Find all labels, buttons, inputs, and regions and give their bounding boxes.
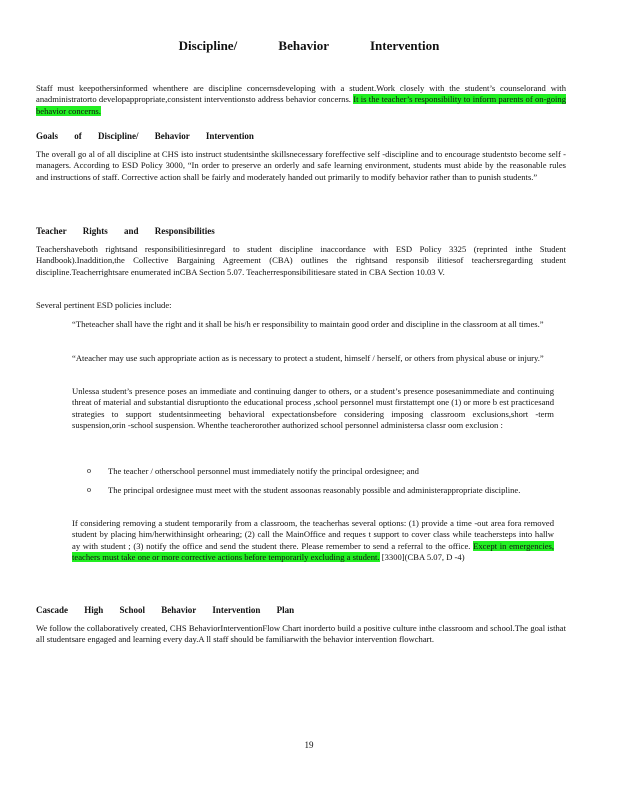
- policy-bullet-2: “Ateacher may use such appropriate action as is necessary to protect a student, himself / herself, or others from physical abuse or injury.”: [72, 353, 544, 363]
- policy-bullet-4: [72, 518, 554, 563]
- page-number: 19: [304, 740, 314, 750]
- intro-paragraph: [36, 83, 566, 117]
- plan-paragraph: We follow the collaboratively created, CHS BehaviorInterventionFlow Chart inorderto build a positive culture inthe classroom and school.The goal isthat all studentsare engaged and learning every day.A ll staff should be familiarwith the behavior intervention flowchart.: [36, 623, 566, 645]
- rights-heading: Teacher Rights and Responsibilities: [36, 226, 215, 236]
- policy-bullet-3: Unlessa student’s presence poses an immediate and continuing danger to others, or a student’s presence posesanimmediate and continuing threat of material and substantial disruptionto the educational process ,school personnel must firstattempt one (1) or more b est practicesand strategies to support studentsinmeeting behavioral expectationsbefore considering imposing classroom exclusions,short -term suspension,orin -school suspension. Whenthe teacherorother authorized school personnel administersa classr oom exclusion :: [72, 386, 554, 430]
- goals-paragraph: The overall go al of all discipline at CHS isto instruct studentsinthe skillsnecessary foreffective self -discipline and to encourage studentsto become self -managers. According to ESD Policy 3000, “In order to preserve an orderly and safe learning environment, students must abide by the reasonable rules and instructions of staff. Corrective action shall be fairly and moderately handed out primarily to modify behavior rather than to punish students.”: [36, 149, 566, 182]
- policy-bullet-4-citation: [3300](CBA 5.07, D -4): [381, 551, 465, 562]
- sub-bullet-glyph: o: [87, 485, 91, 494]
- policy-bullet-4-text: If considering removing a student temporarily from a classroom, the teacherhas several options: (1) provide a time -out area fora removed student by placing him/herwithinsight orhearing; (2) call the MainOffice and reques t support to cover class while teachersteps into hallw ay with student ; (3) notify the office and send the student there. Please remember to send a referral to the office.: [72, 518, 554, 551]
- goals-heading: Goals of Discipline/ Behavior Intervention: [36, 131, 254, 141]
- sub-bullet-2: The principal ordesignee must meet with the student assoonas reasonably possible and administerappropriate discipline.: [108, 485, 521, 495]
- rights-paragraph: Teachershaveboth rightsand responsibilitiesinregard to student discipline inaccordance with ESD Policy 3325 (reprinted inthe Student Handbook).Inaddition,the Collective Bargaining Agreement (CBA) outlines the rightsand responsib ilitiesof teachersregarding student discipline.Teacherrightsare enumerated inCBA Section 5.07. Teacherresponsibilitiesare stated in CBA Section 10.03 V.: [36, 244, 566, 277]
- policies-intro: Several pertinent ESD policies include:: [36, 300, 172, 310]
- sub-bullet-glyph: o: [87, 466, 91, 475]
- intro-highlight: It is the teacher’s responsibility to inform parents of on-going behavior concerns.: [36, 94, 567, 116]
- plan-heading: Cascade High School Behavior Intervention Plan: [36, 605, 295, 615]
- policy-bullet-1: “Theteacher shall have the right and it shall be his/h er responsibility to maintain good order and discipline in the classroom at all times.”: [72, 319, 544, 329]
- sub-bullet-1: The teacher / otherschool personnel must immediately notify the principal ordesignee; and: [108, 466, 419, 476]
- page-title: Discipline/ Behavior Intervention: [178, 38, 440, 53]
- intro-text: Staff must keepothersinformed whenthere are discipline concernsdeveloping with a student.Work closely with the student’s counselorand with anadministratorto developappropriate,consistent interventionsto address behavior concerns.: [36, 83, 566, 105]
- policy-bullet-4-highlight: Except in emergencies, teachers must take one or more corrective actions before temporarily excluding a student.: [72, 540, 555, 562]
